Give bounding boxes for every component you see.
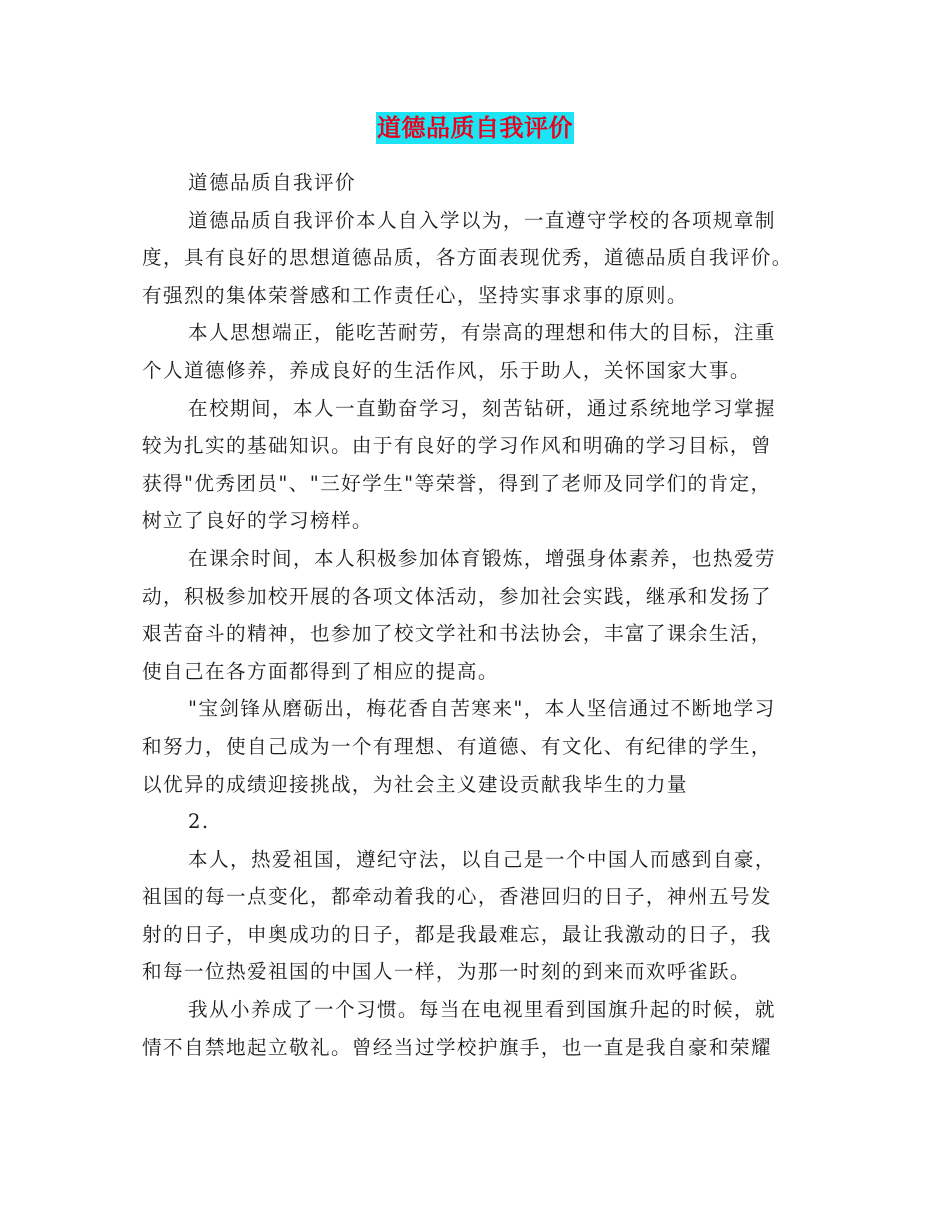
paragraph-line: 个人道德修养，养成良好的生活作风，乐于助人，关怀国家大事。 <box>142 358 751 382</box>
paragraph-line: 祖国的每一点变化，都牵动着我的心，香港回归的日子，神州五号发 <box>142 885 772 909</box>
subtitle-line: 道德品质自我评价 <box>188 171 356 194</box>
paragraph-line: 有强烈的集体荣誉感和工作责任心，坚持实事求事的原则。 <box>142 283 688 307</box>
paragraph-line: 较为扎实的基础知识。由于有良好的学习作风和明确的学习目标，曾 <box>142 434 772 458</box>
paragraph-line: 本人，热爱祖国，遵纪守法，以自己是一个中国人而感到自豪， <box>188 847 776 871</box>
paragraph-line: 度，具有良好的思想道德品质，各方面表现优秀，道德品质自我评价。 <box>142 246 793 270</box>
paragraph-line: 树立了良好的学习榜样。 <box>142 509 373 533</box>
document-title: 道德品质自我评价 <box>377 114 573 142</box>
paragraph-line: 获得"优秀团员"、"三好学生"等荣誉，得到了老师及同学们的肯定， <box>142 471 772 495</box>
paragraph-line: 我从小养成了一个习惯。每当在电视里看到国旗升起的时候，就 <box>188 998 776 1022</box>
paragraph-line: 射的日子，申奥成功的日子，都是我最难忘，最让我激动的日子，我 <box>142 922 772 946</box>
paragraph-line: 情不自禁地起立敬礼。曾经当过学校护旗手，也一直是我自豪和荣耀 <box>142 1035 772 1059</box>
paragraph-line: 和每一位热爱祖国的中国人一样，为那一时刻的到来而欢呼雀跃。 <box>142 960 751 984</box>
paragraph-line: 在课余时间，本人积极参加体育锻炼，增强身体素养，也热爱劳 <box>188 546 776 570</box>
document-body <box>142 164 814 1066</box>
paragraph-line: 艰苦奋斗的精神，也参加了校文学社和书法协会，丰富了课余生活， <box>142 622 772 646</box>
paragraph-line: "宝剑锋从磨砺出，梅花香自苦寒来"，本人坚信通过不断地学习 <box>188 697 776 721</box>
paragraph-line: 道德品质自我评价本人自入学以为，一直遵守学校的各项规章制 <box>188 208 776 232</box>
section-number: 2. <box>188 810 210 834</box>
paragraph-line: 在校期间，本人一直勤奋学习，刻苦钻研，通过系统地学习掌握 <box>188 396 776 420</box>
paragraph-line: 以优异的成绩迎接挑战，为社会主义建设贡献我毕生的力量 <box>142 772 688 796</box>
paragraph-line: 使自己在各方面都得到了相应的提高。 <box>142 659 499 683</box>
paragraph-line: 和努力，使自己成为一个有理想、有道德、有文化、有纪律的学生， <box>142 734 772 758</box>
paragraph-line: 动，积极参加校开展的各项文体活动，参加社会实践，继承和发扬了 <box>142 584 772 608</box>
paragraph-line: 本人思想端正，能吃苦耐劳，有崇高的理想和伟大的目标，注重 <box>188 321 776 345</box>
title-container <box>0 112 950 144</box>
